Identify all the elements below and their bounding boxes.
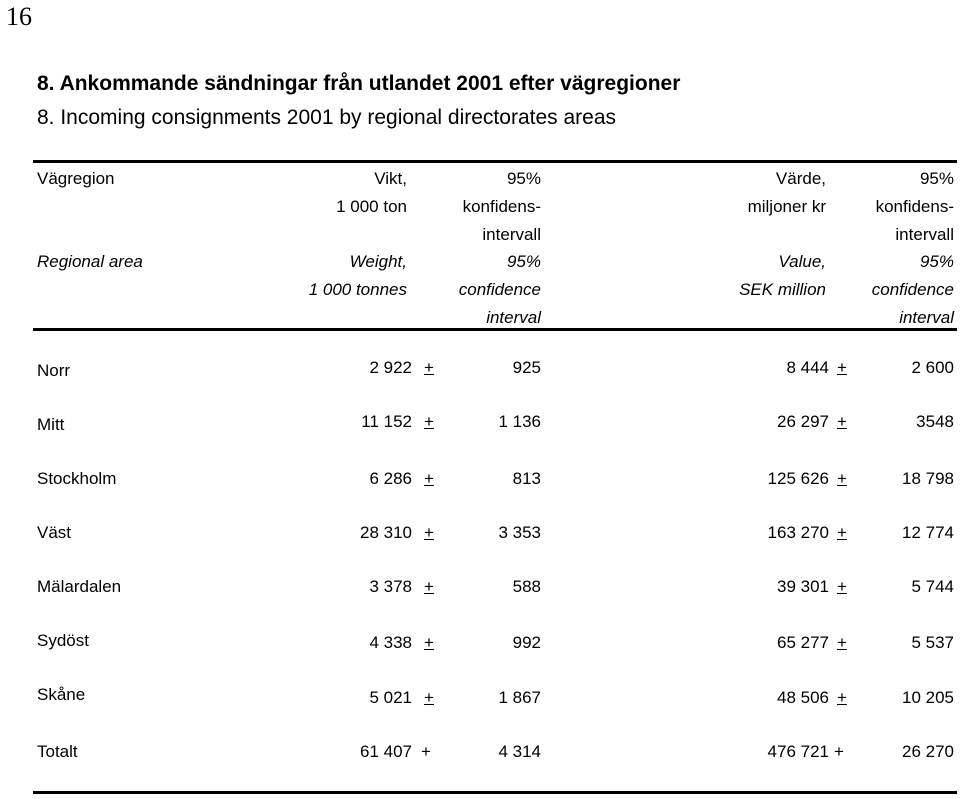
weight-cell: 5 021: [369, 688, 412, 707]
header-ci-en-2: confidence: [458, 280, 541, 299]
weight-cell: 61 407: [360, 742, 412, 761]
value-ci-cell: 12 774: [902, 523, 954, 542]
weight-cell: 28 310: [360, 523, 412, 542]
header-ci2-en-1: 95%: [919, 252, 954, 271]
table-header-rule: [33, 328, 957, 331]
value-cell: 65 277: [777, 633, 829, 652]
header-ci-sv-2: konfidens-: [462, 197, 541, 216]
value-cell: 163 270: [767, 523, 829, 542]
weight-cell: 3 378: [369, 577, 412, 596]
plus-minus-sign: +: [424, 523, 434, 542]
page-number: 16: [6, 2, 32, 31]
weight-ci-cell: 588: [512, 577, 541, 596]
header-weight-en-2: 1 000 tonnes: [308, 280, 407, 299]
plus-sign: +: [421, 742, 431, 761]
plus-minus-sign: +: [837, 469, 847, 488]
value-cell: 48 506: [777, 688, 829, 707]
table-top-rule: [33, 160, 957, 163]
header-weight-sv-1: Vikt,: [374, 169, 407, 188]
region-cell: Skåne: [37, 685, 86, 704]
weight-ci-cell: 3 353: [498, 523, 541, 542]
region-cell: Mälardalen: [37, 577, 122, 596]
plus-minus-sign: +: [837, 688, 847, 707]
table-title-swedish: 8. Ankommande sändningar från utlandet 2001 efter vägregioner: [37, 72, 681, 95]
plus-minus-sign: +: [424, 469, 434, 488]
header-value-sv-1: Värde,: [775, 169, 826, 188]
value-ci-cell: 5 537: [911, 633, 954, 652]
value-ci-cell: 18 798: [902, 469, 954, 488]
table-bottom-rule: [33, 791, 957, 794]
region-cell: Sydöst: [37, 631, 89, 650]
weight-ci-cell: 4 314: [498, 742, 541, 761]
plus-minus-sign: +: [424, 358, 434, 377]
header-value-en-2: SEK million: [739, 280, 826, 299]
header-ci2-en-3: interval: [899, 308, 954, 327]
header-ci2-en-2: confidence: [871, 280, 954, 299]
header-value-sv-2: miljoner kr: [747, 197, 826, 216]
header-region-sv: Vägregion: [37, 169, 115, 188]
value-ci-cell: 5 744: [911, 577, 954, 596]
header-ci2-sv-2: konfidens-: [875, 197, 954, 216]
weight-cell: 4 338: [369, 633, 412, 652]
plus-minus-sign: +: [837, 577, 847, 596]
value-cell: 476 721: [767, 742, 829, 761]
plus-minus-sign: +: [837, 633, 847, 652]
value-ci-cell: 3548: [916, 412, 954, 431]
weight-cell: 6 286: [369, 469, 412, 488]
header-ci-sv-3: intervall: [482, 225, 541, 244]
region-cell: Norr: [37, 361, 71, 380]
weight-ci-cell: 813: [512, 469, 541, 488]
table-title-english: 8. Incoming consignments 2001 by regional directorates areas: [37, 106, 616, 129]
value-cell: 26 297: [777, 412, 829, 431]
header-ci-en-3: interval: [486, 308, 541, 327]
value-cell: 125 626: [767, 469, 829, 488]
weight-cell: 11 152: [361, 412, 412, 431]
value-ci-cell: 10 205: [902, 688, 954, 707]
plus-minus-sign: +: [837, 412, 847, 431]
value-cell: 8 444: [786, 358, 829, 377]
plus-minus-sign: +: [837, 523, 847, 542]
plus-minus-sign: +: [424, 412, 434, 431]
header-weight-en-1: Weight,: [349, 252, 407, 271]
plus-minus-sign: +: [424, 633, 434, 652]
weight-cell: 2 922: [369, 358, 412, 377]
header-ci-sv-1: 95%: [506, 169, 541, 188]
region-cell: Totalt: [37, 742, 78, 761]
weight-ci-cell: 992: [512, 633, 541, 652]
plus-minus-sign: +: [837, 358, 847, 377]
header-ci2-sv-1: 95%: [919, 169, 954, 188]
plus-minus-sign: +: [424, 688, 434, 707]
header-ci-en-1: 95%: [506, 252, 541, 271]
header-region-en: Regional area: [37, 252, 143, 271]
header-weight-sv-2: 1 000 ton: [336, 197, 407, 216]
region-cell: Väst: [37, 523, 72, 542]
weight-ci-cell: 925: [512, 358, 541, 377]
plus-sign: +: [834, 742, 844, 761]
header-value-en-1: Value,: [778, 252, 826, 271]
value-ci-cell: 2 600: [911, 358, 954, 377]
value-ci-cell: 26 270: [902, 742, 954, 761]
region-cell: Mitt: [37, 415, 65, 434]
region-cell: Stockholm: [37, 469, 117, 488]
value-cell: 39 301: [777, 577, 829, 596]
plus-minus-sign: +: [424, 577, 434, 596]
header-ci2-sv-3: intervall: [895, 225, 954, 244]
weight-ci-cell: 1 867: [498, 688, 541, 707]
weight-ci-cell: 1 136: [498, 412, 541, 431]
